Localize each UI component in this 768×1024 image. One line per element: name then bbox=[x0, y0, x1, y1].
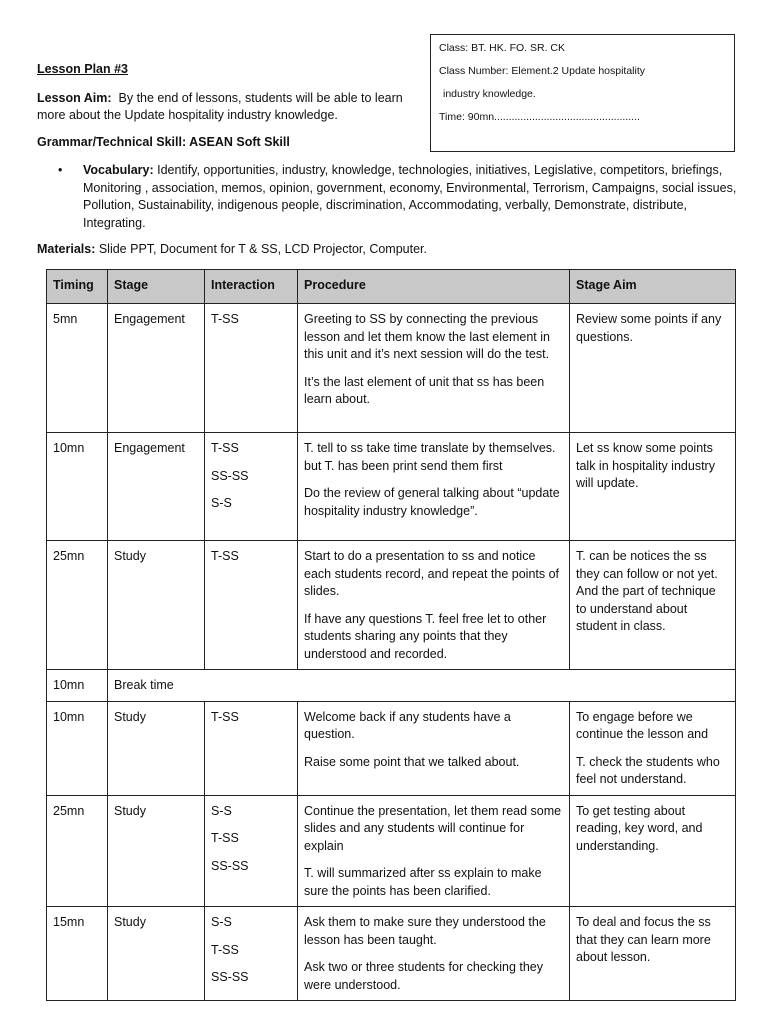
interaction-cell bbox=[205, 541, 298, 670]
aim-paragraph: Review some points if any questions. bbox=[576, 312, 722, 344]
timing-cell: 10mn bbox=[47, 433, 108, 541]
table-row-break bbox=[47, 670, 736, 702]
class-info-box bbox=[430, 34, 735, 152]
procedure-cell bbox=[298, 433, 570, 541]
materials-label: Materials: bbox=[37, 242, 96, 256]
stage-cell: Engagement bbox=[108, 304, 205, 433]
vocabulary-content bbox=[62, 162, 742, 232]
stage-cell: Study bbox=[108, 701, 205, 795]
table-row bbox=[47, 795, 736, 907]
aim-paragraph: To get testing about reading, key word, and understanding. bbox=[576, 803, 703, 853]
class-number-line bbox=[439, 65, 726, 77]
procedure-paragraph: If have any questions T. feel free let to other students sharing any points that they understood and recorded. bbox=[304, 611, 547, 661]
aim-paragraph: To engage before we continue the lesson and bbox=[576, 709, 709, 741]
procedure-paragraph: Ask them to make sure they understood the lesson has been taught. bbox=[304, 915, 546, 947]
interaction-item: T-SS bbox=[211, 831, 239, 845]
stage-cell: Study bbox=[108, 907, 205, 1001]
procedure-cell bbox=[298, 701, 570, 795]
timing-cell: 15mn bbox=[47, 907, 108, 1001]
table-row bbox=[47, 304, 736, 433]
table-row bbox=[47, 433, 736, 541]
procedure-cell bbox=[298, 541, 570, 670]
interaction-item: S-S bbox=[211, 496, 232, 510]
interaction-item: SS-SS bbox=[211, 970, 249, 984]
timing-cell: 25mn bbox=[47, 795, 108, 907]
stage-cell: Study bbox=[108, 541, 205, 670]
interaction-cell bbox=[205, 701, 298, 795]
class-number-value: Element.2 Update hospitality bbox=[511, 65, 646, 77]
vocabulary-text: Identify, opportunities, industry, knowledge, technologies, initiatives, Legislative, competitors, briefings, Monitoring , association, memos, opinion, government, economy, Environmental, Terrorism, Campaigns, social issues, Pollution, Sustainability, indigenous people, discrimination, Accommodating, verbally, Demonstrate, distribute, Integrating. bbox=[83, 163, 737, 230]
vocabulary-item bbox=[58, 162, 742, 232]
header-interaction: Interaction bbox=[205, 270, 298, 304]
stage-cell: Engagement bbox=[108, 433, 205, 541]
stage-aim-cell bbox=[570, 541, 736, 670]
procedure-paragraph: Continue the presentation, let them read some slides and any students will continue for explain bbox=[304, 803, 562, 853]
interaction-item: S-S bbox=[211, 915, 232, 929]
interaction-cell bbox=[205, 304, 298, 433]
timing-cell: 10mn bbox=[47, 670, 108, 702]
aim-paragraph: T. check the students who feel not understand. bbox=[576, 754, 720, 786]
interaction-item: T-SS bbox=[211, 312, 239, 326]
procedure-paragraph: Do the review of general talking about “update hospitality industry knowledge”. bbox=[304, 486, 560, 518]
vocabulary-label: Vocabulary: bbox=[83, 163, 154, 177]
procedure-paragraph: Ask two or three students for checking they were understood. bbox=[304, 960, 544, 992]
table-row bbox=[47, 907, 736, 1001]
procedure-paragraph: Start to do a presentation to ss and notice each students record, and repeat the points of slides. bbox=[304, 549, 560, 598]
bullet-icon: • bbox=[58, 163, 63, 177]
class-line: Class: BT. HK. FO. SR. CK bbox=[439, 42, 566, 54]
header-procedure: Procedure bbox=[298, 270, 570, 304]
table-row bbox=[47, 541, 736, 670]
procedure-cell bbox=[298, 304, 570, 433]
lesson-aim-label: Lesson Aim: bbox=[37, 91, 112, 105]
procedure-paragraph: Welcome back if any students have a question. bbox=[304, 709, 511, 741]
procedure-paragraph: Raise some point that we talked about. bbox=[304, 754, 520, 769]
aim-paragraph: T. can be notices the ss they can follow or not yet. And the part of technique to understand about student in class. bbox=[576, 549, 718, 633]
procedure-cell bbox=[298, 907, 570, 1001]
interaction-item: S-S bbox=[211, 803, 232, 818]
header-stage-aim: Stage Aim bbox=[570, 270, 736, 304]
stage-aim-cell bbox=[570, 907, 736, 1001]
materials bbox=[37, 242, 427, 256]
timing-cell: 10mn bbox=[47, 701, 108, 795]
lesson-plan-title: Lesson Plan #3 bbox=[37, 62, 129, 76]
procedure-cell bbox=[298, 795, 570, 907]
stage-aim-cell bbox=[570, 304, 736, 433]
interaction-item: T-SS bbox=[211, 709, 239, 724]
lesson-plan-table bbox=[46, 269, 736, 1001]
interaction-item: T-SS bbox=[211, 441, 239, 455]
stage-aim-cell bbox=[570, 701, 736, 795]
lesson-aim bbox=[37, 90, 427, 124]
interaction-cell bbox=[205, 433, 298, 541]
grammar-skill: Grammar/Technical Skill: ASEAN Soft Skill bbox=[37, 135, 290, 149]
class-number-label: Class Number: bbox=[439, 65, 512, 77]
class-number-continued: industry knowledge. bbox=[443, 88, 536, 100]
break-cell: Break time bbox=[108, 670, 736, 702]
interaction-cell bbox=[205, 795, 298, 907]
lesson-aim-text: By the end of lessons, students will be able to learn more about the Update hospitality industry knowledge. bbox=[37, 91, 403, 122]
interaction-item: SS-SS bbox=[211, 468, 249, 483]
interaction-item: SS-SS bbox=[211, 858, 249, 873]
timing-cell: 25mn bbox=[47, 541, 108, 670]
stage-aim-cell bbox=[570, 795, 736, 907]
interaction-item: T-SS bbox=[211, 549, 239, 563]
procedure-paragraph: It’s the last element of unit that ss has been learn about. bbox=[304, 374, 545, 406]
header-timing: Timing bbox=[47, 270, 108, 304]
procedure-paragraph: T. tell to ss take time translate by themselves. but T. has been print send them first bbox=[304, 441, 556, 473]
aim-paragraph: Let ss know some points talk in hospitality industry will update. bbox=[576, 441, 715, 490]
time-line: Time: 90mn.................................................. bbox=[439, 111, 640, 123]
procedure-paragraph: Greeting to SS by connecting the previous lesson and let them know the last element in this unit and it’s next session will do the test. bbox=[304, 312, 550, 361]
stage-aim-cell bbox=[570, 433, 736, 541]
timing-cell: 5mn bbox=[47, 304, 108, 433]
materials-text: Slide PPT, Document for T & SS, LCD Projector, Computer. bbox=[98, 242, 427, 256]
interaction-cell bbox=[205, 907, 298, 1001]
stage-cell: Study bbox=[108, 795, 205, 907]
procedure-paragraph: T. will summarized after ss explain to make sure the points has been clarified. bbox=[304, 866, 542, 898]
aim-paragraph: To deal and focus the ss that they can learn more about lesson. bbox=[576, 915, 711, 964]
table-header-row bbox=[47, 270, 736, 304]
table-row bbox=[47, 701, 736, 795]
interaction-item: T-SS bbox=[211, 942, 239, 957]
header-stage: Stage bbox=[108, 270, 205, 304]
